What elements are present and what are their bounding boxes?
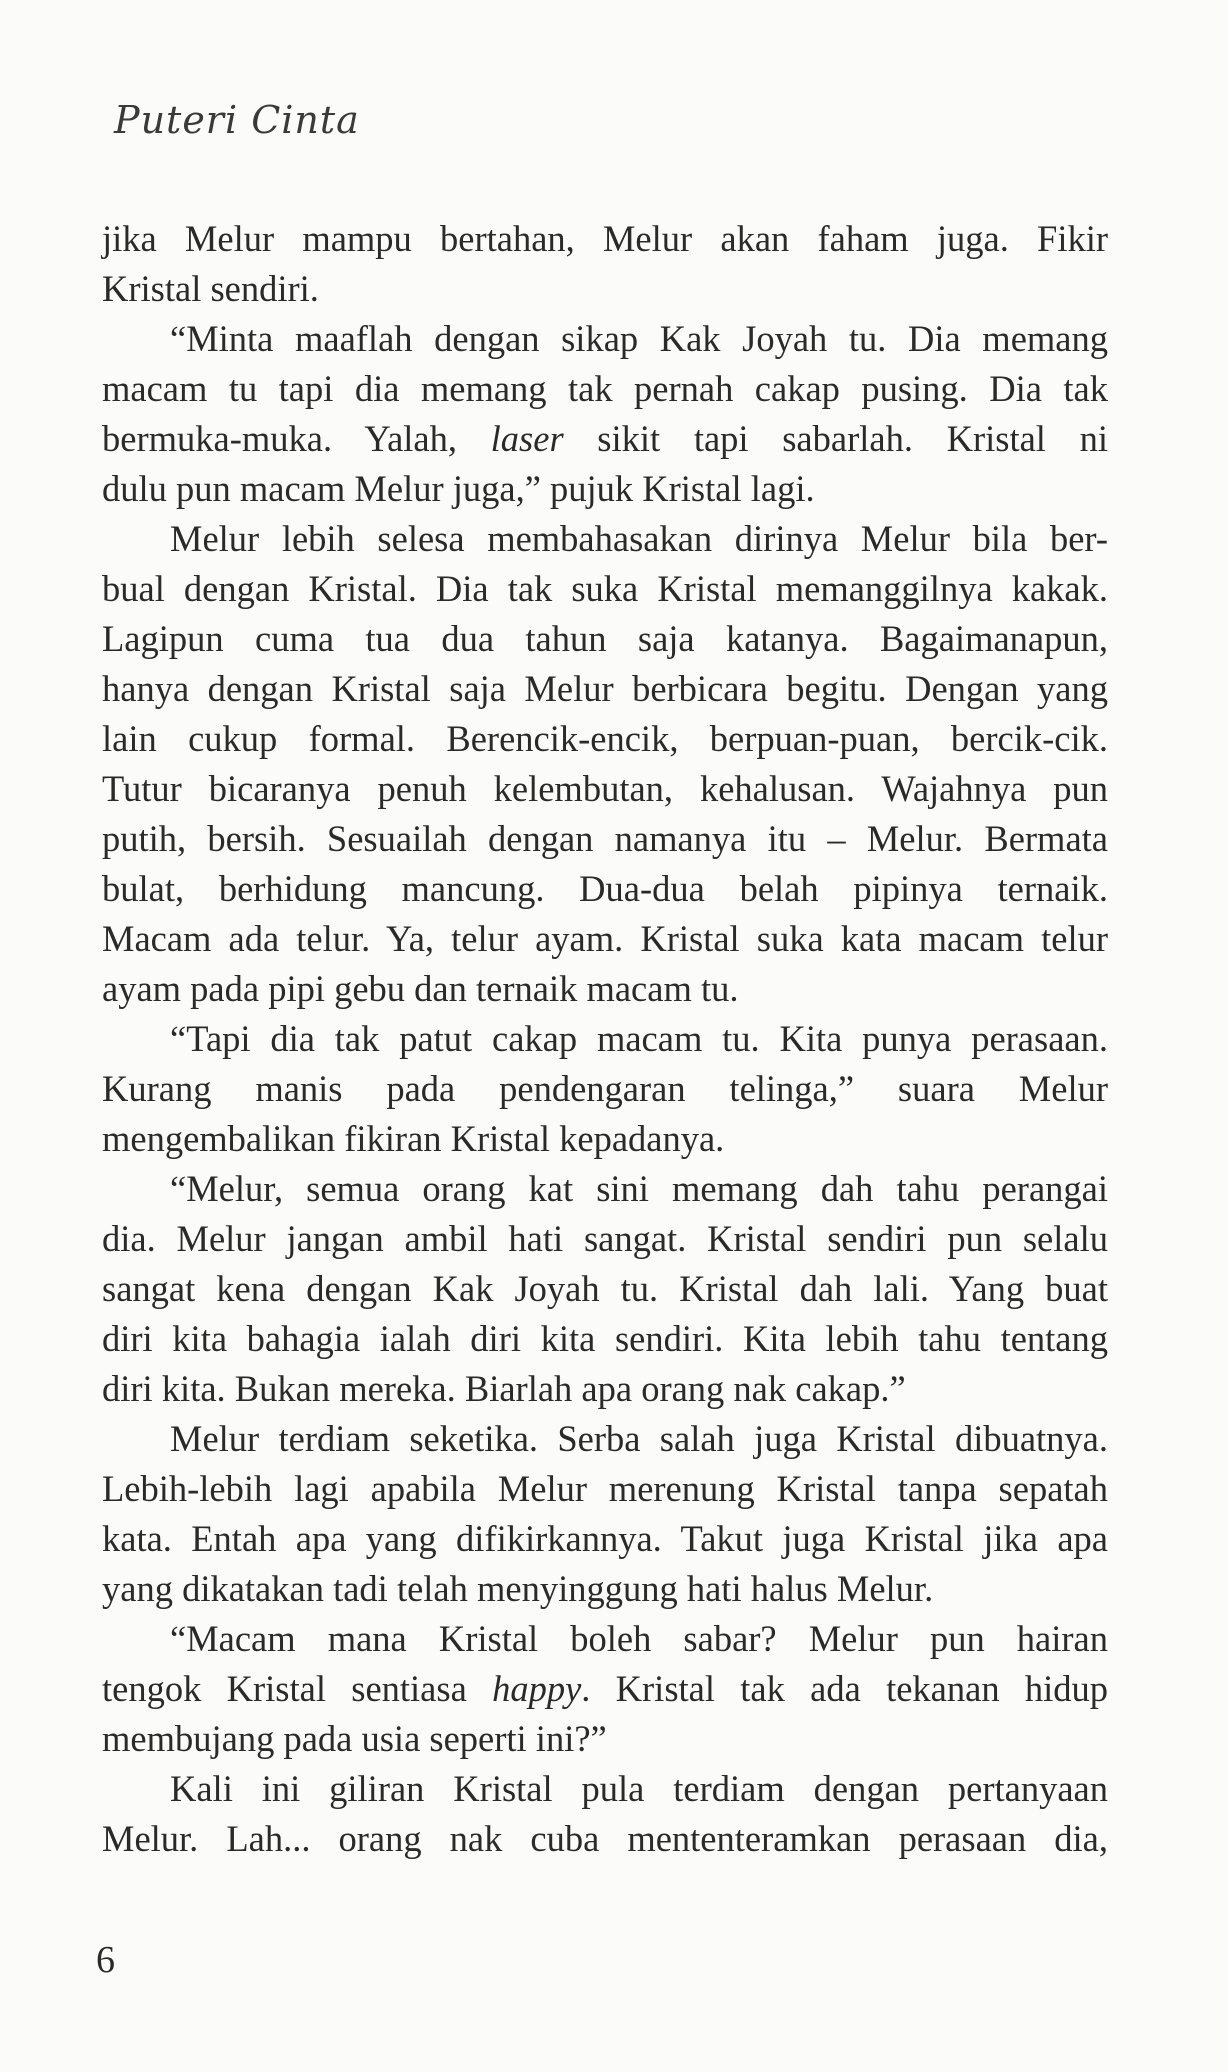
text-line <box>102 1664 1108 1714</box>
text-line: Kurang manis pada pendengaran telinga,” suara Melur <box>102 1068 1108 1109</box>
text-line: Macam ada telur. Ya, telur ayam. Kristal suka kata macam telur <box>102 918 1108 959</box>
text-line: Melur. Lah... orang nak cuba mententeramkan perasaan dia, <box>102 1818 1108 1859</box>
text-line: hanya dengan Kristal saja Melur berbicara begitu. Dengan yang <box>102 668 1108 709</box>
text-line: Melur terdiam seketika. Serba salah juga Kristal dibuatnya. <box>170 1418 1108 1459</box>
text-line: Lagipun cuma tua dua tahun saja katanya. Bagaimanapun, <box>102 618 1108 659</box>
italic-word: happy <box>492 1668 582 1709</box>
text-run: sikit tapi sabarlah. Kristal ni <box>563 418 1108 459</box>
italic-word: laser <box>490 418 564 459</box>
text-line: mengembalikan fikiran Kristal kepadanya. <box>102 1118 725 1159</box>
text-run: . Kristal tak ada tekanan hidup <box>581 1668 1108 1709</box>
text-line: yang dikatakan tadi telah menyinggung hati halus Melur. <box>102 1568 934 1609</box>
text-run: tengok Kristal sentiasa <box>102 1668 493 1709</box>
text-line: sangat kena dengan Kak Joyah tu. Kristal dah lali. Yang buat <box>102 1268 1108 1309</box>
text-line: “Macam mana Kristal boleh sabar? Melur pun hairan <box>170 1618 1108 1659</box>
text-line: bual dengan Kristal. Dia tak suka Kristal memanggilnya kakak. <box>102 568 1108 609</box>
text-line <box>102 414 1108 464</box>
text-line: Tutur bicaranya penuh kelembutan, kehalusan. Wajahnya pun <box>102 768 1108 809</box>
text-line: dia. Melur jangan ambil hati sangat. Kristal sendiri pun selalu <box>102 1218 1108 1259</box>
text-line: diri kita. Bukan mereka. Biarlah apa orang nak cakap.” <box>102 1368 906 1409</box>
text-line: diri kita bahagia ialah diri kita sendiri. Kita lebih tahu tentang <box>102 1318 1108 1359</box>
text-line: bulat, berhidung mancung. Dua-dua belah pipinya ternaik. <box>102 868 1108 909</box>
text-run: bermuka-muka. Yalah, <box>102 418 491 459</box>
text-line: “Melur, semua orang kat sini memang dah tahu perangai <box>170 1168 1108 1209</box>
text-line: lain cukup formal. Berencik-encik, berpuan-puan, bercik-cik. <box>102 718 1108 759</box>
text-line: “Minta maaflah dengan sikap Kak Joyah tu. Dia memang <box>170 318 1108 359</box>
text-line: jika Melur mampu bertahan, Melur akan faham juga. Fikir <box>102 218 1108 259</box>
text-line: dulu pun macam Melur juga,” pujuk Kristal lagi. <box>102 468 815 509</box>
page-number: 6 <box>96 1939 115 1981</box>
body-text <box>102 214 1108 1864</box>
text-line: ayam pada pipi gebu dan ternaik macam tu. <box>102 968 739 1009</box>
text-line: macam tu tapi dia memang tak pernah cakap pusing. Dia tak <box>102 368 1108 409</box>
text-line: membujang pada usia seperti ini?” <box>102 1718 607 1759</box>
text-line: putih, bersih. Sesuailah dengan namanya itu – Melur. Bermata <box>102 818 1108 859</box>
text-line: Lebih-lebih lagi apabila Melur merenung Kristal tanpa sepatah <box>102 1468 1108 1509</box>
text-line: Melur lebih selesa membahasakan dirinya Melur bila ber- <box>170 518 1108 559</box>
text-line: “Tapi dia tak patut cakap macam tu. Kita punya perasaan. <box>170 1018 1108 1059</box>
text-line: Kristal sendiri. <box>102 268 319 309</box>
text-line: kata. Entah apa yang difikirkannya. Takut juga Kristal jika apa <box>102 1518 1108 1559</box>
text-line: Kali ini giliran Kristal pula terdiam dengan pertanyaan <box>170 1768 1108 1809</box>
running-head: Puteri Cinta <box>114 98 360 142</box>
